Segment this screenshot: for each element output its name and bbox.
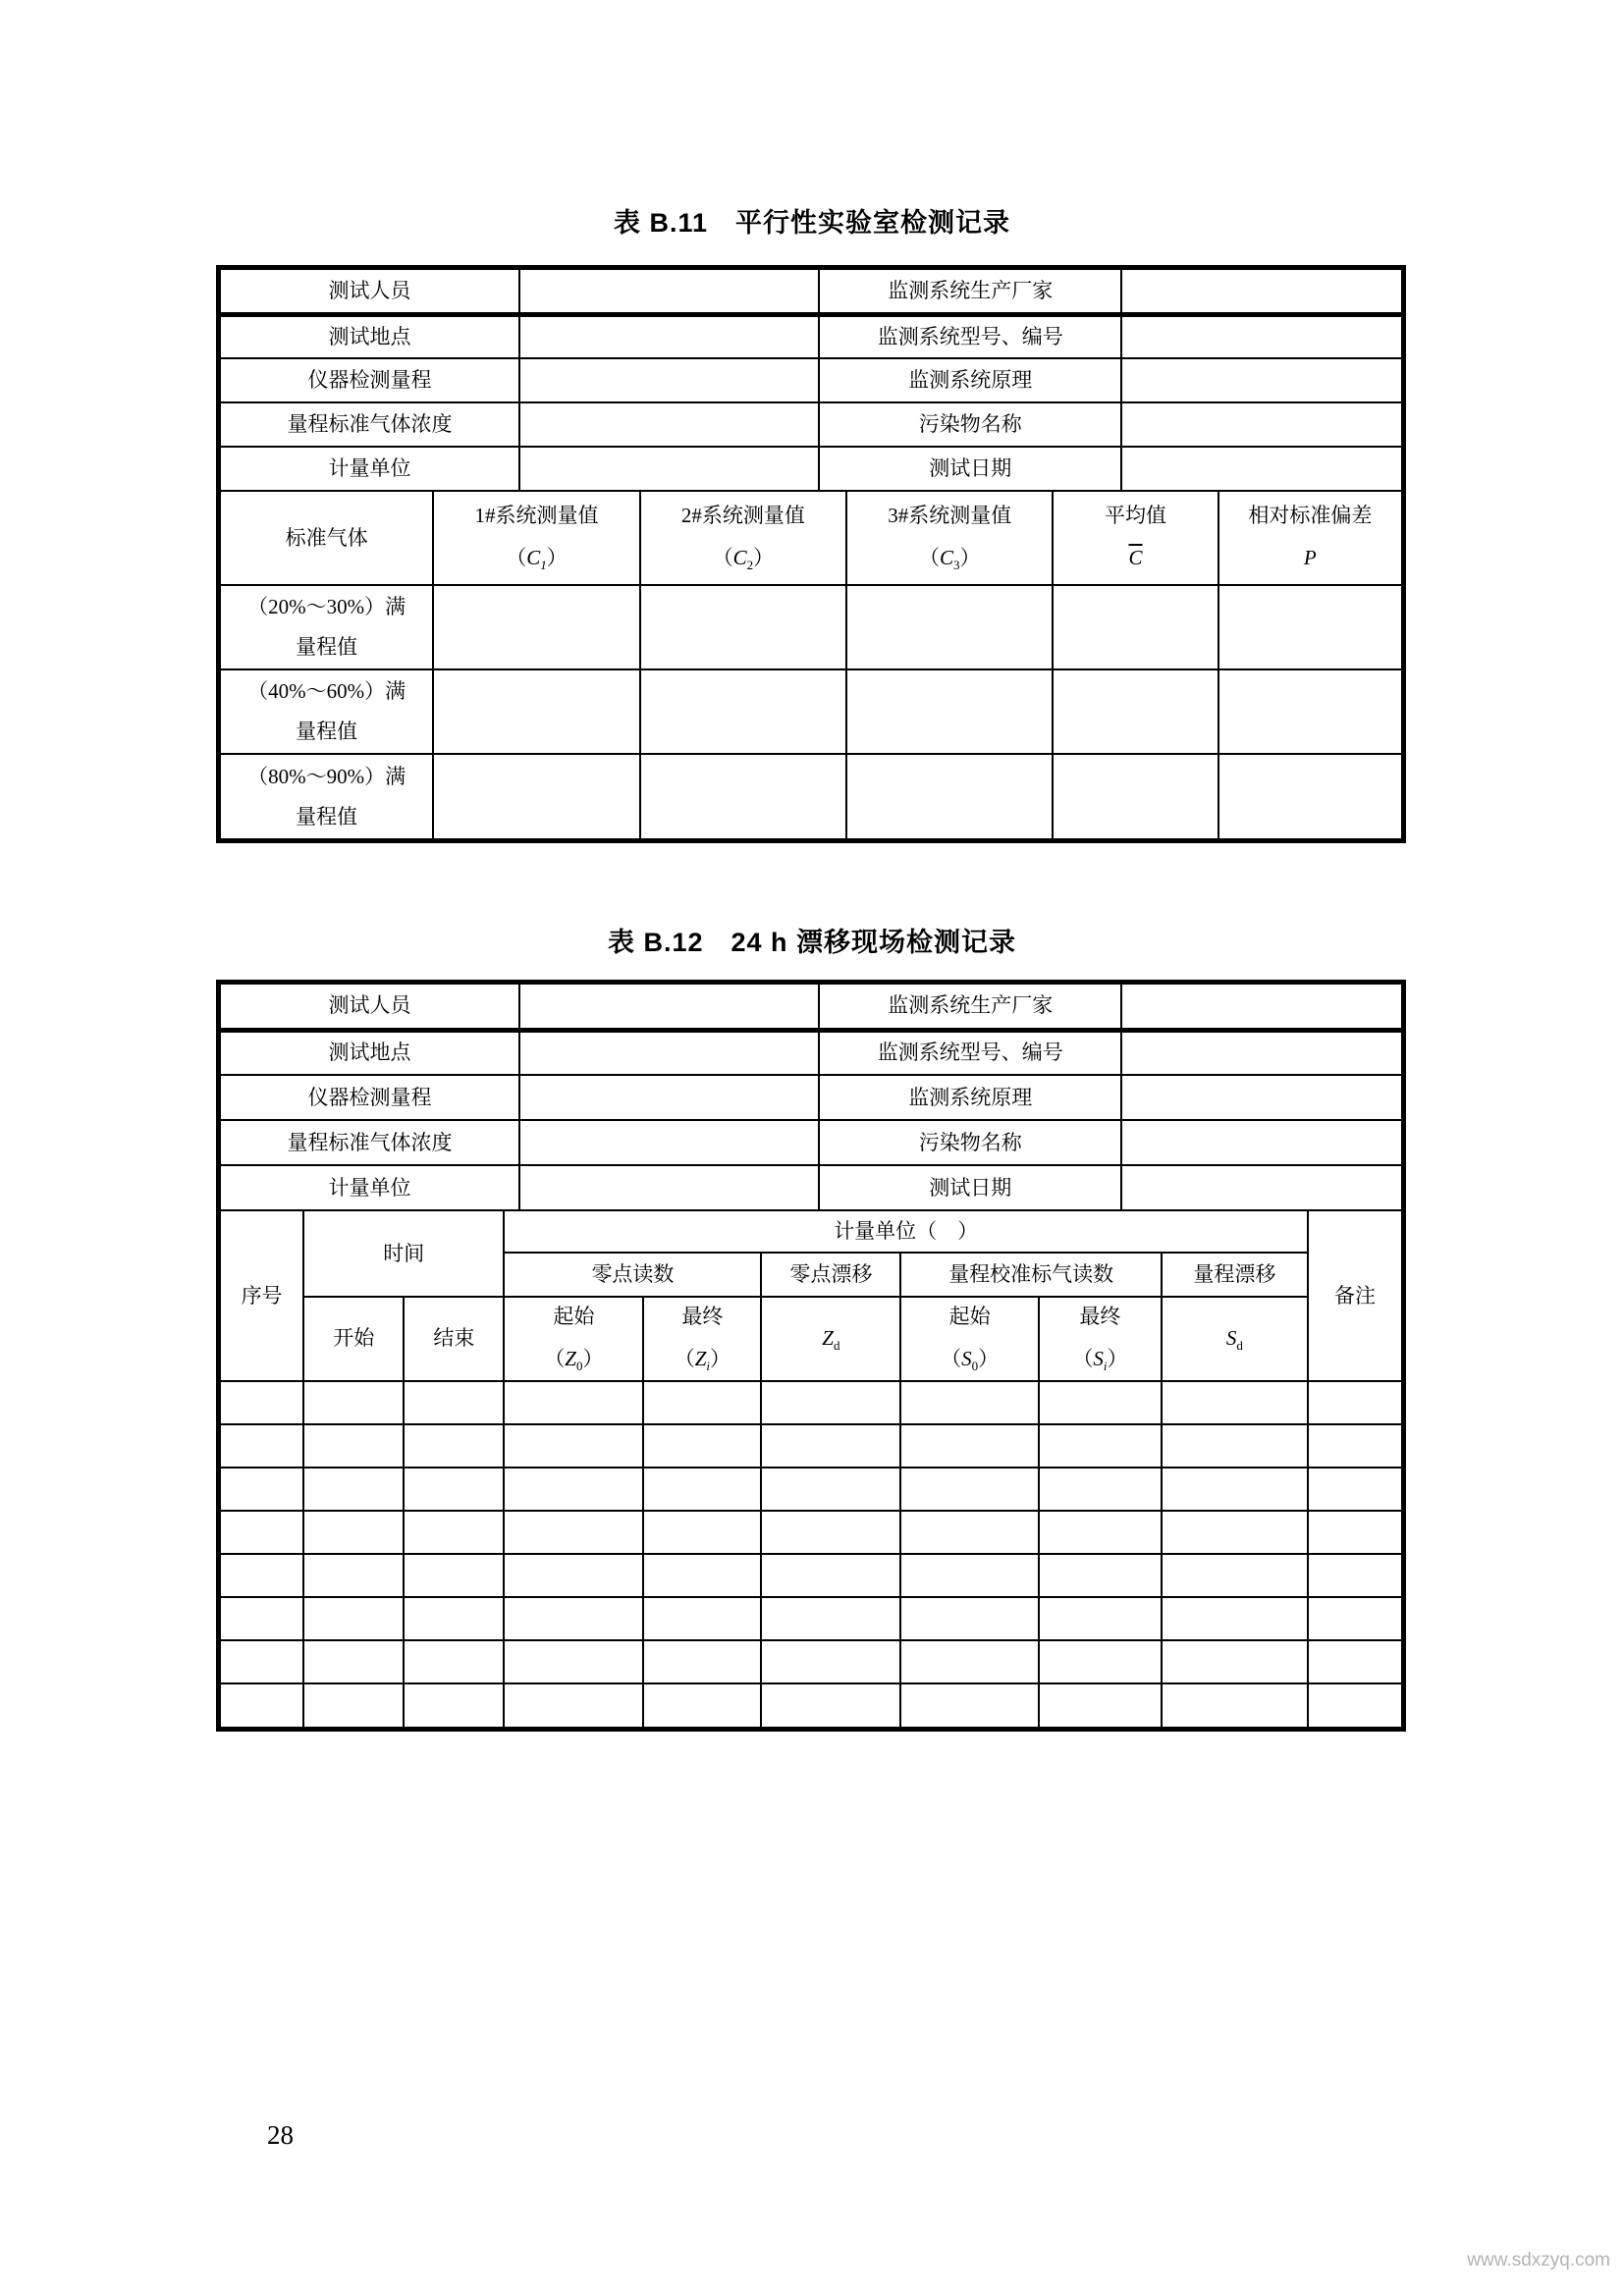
table-row	[221, 447, 1401, 491]
empty-cell	[640, 754, 846, 838]
table-b12-info-grid	[221, 985, 1401, 1211]
symbol-zi: $(Z_i)$	[674, 1346, 731, 1374]
empty-cell	[1162, 1381, 1308, 1424]
symbol-c-bar: $\overline{C}$	[1128, 546, 1143, 569]
header-time: 时间	[303, 1211, 504, 1297]
empty-cell	[1218, 585, 1401, 669]
empty-cell	[1162, 1468, 1308, 1511]
empty-cell	[504, 1597, 643, 1640]
empty-cell	[1053, 669, 1218, 754]
info-value-cell	[1121, 358, 1401, 402]
header-si: 最终 $(S_i)$	[1039, 1297, 1162, 1381]
info-value-cell	[519, 1030, 819, 1075]
empty-cell	[900, 1424, 1039, 1468]
empty-cell	[404, 1424, 504, 1468]
table-row	[221, 1468, 1401, 1511]
info-value-cell	[1121, 1030, 1401, 1075]
empty-cell	[221, 1381, 303, 1424]
table-row	[221, 1165, 1401, 1210]
empty-cell	[221, 1468, 303, 1511]
empty-cell	[404, 1381, 504, 1424]
empty-cell	[1308, 1468, 1401, 1511]
info-value-cell	[519, 985, 819, 1030]
empty-cell	[1039, 1424, 1162, 1468]
symbol-c3: $(C_3)$	[918, 546, 981, 573]
table-b11-measure-grid	[221, 492, 1401, 838]
info-label-cell: 测试日期	[819, 447, 1121, 491]
empty-cell	[221, 1424, 303, 1468]
empty-cell	[303, 1683, 404, 1727]
info-value-cell	[519, 402, 819, 447]
row-label-cell: （20%～30%）满 量程值	[221, 585, 433, 669]
info-label-cell: 测试人员	[221, 270, 519, 314]
info-value-cell	[1121, 985, 1401, 1030]
empty-cell	[1039, 1597, 1162, 1640]
table-row	[221, 754, 1401, 838]
empty-cell	[1053, 585, 1218, 669]
table-b11-info-grid	[221, 270, 1401, 492]
empty-cell	[404, 1597, 504, 1640]
info-label-cell: 计量单位	[221, 1165, 519, 1210]
empty-cell	[900, 1640, 1039, 1683]
header-sys1: 1#系统测量值 $(C_1)$	[433, 492, 639, 585]
empty-cell	[504, 1511, 643, 1554]
empty-cell	[404, 1683, 504, 1727]
table-header-row	[221, 492, 1401, 585]
empty-cell	[303, 1424, 404, 1468]
empty-cell	[643, 1554, 761, 1597]
empty-cell	[1039, 1640, 1162, 1683]
empty-cell	[761, 1640, 900, 1683]
empty-cell	[1218, 754, 1401, 838]
empty-cell	[761, 1683, 900, 1727]
table-row	[221, 314, 1401, 358]
empty-cell	[761, 1554, 900, 1597]
table-row	[221, 358, 1401, 402]
symbol-z0: $(Z_0)$	[544, 1346, 604, 1374]
empty-cell	[846, 585, 1053, 669]
table-row	[221, 585, 1401, 669]
empty-cell	[221, 1597, 303, 1640]
table-row	[221, 985, 1401, 1030]
info-value-cell	[1121, 1165, 1401, 1210]
header-std-gas: 标准气体	[221, 492, 433, 585]
empty-cell	[1039, 1381, 1162, 1424]
info-label-cell: 计量单位	[221, 447, 519, 491]
empty-cell	[846, 754, 1053, 838]
info-value-cell	[1121, 1075, 1401, 1120]
empty-cell	[221, 1683, 303, 1727]
info-label-cell: 监测系统型号、编号	[819, 314, 1121, 358]
info-label-cell: 监测系统原理	[819, 358, 1121, 402]
empty-cell	[1162, 1683, 1308, 1727]
table-row	[221, 1030, 1401, 1075]
empty-cell	[643, 1381, 761, 1424]
header-unit: 计量单位（ ）	[504, 1211, 1308, 1253]
table-row	[221, 669, 1401, 754]
empty-cell	[303, 1381, 404, 1424]
header-zd: $Z_d$	[761, 1297, 900, 1381]
empty-cell	[1308, 1554, 1401, 1597]
table-row	[221, 1381, 1401, 1424]
info-value-cell	[519, 358, 819, 402]
table-row	[221, 1640, 1401, 1683]
info-label-cell: 测试日期	[819, 1165, 1121, 1210]
empty-cell	[1308, 1511, 1401, 1554]
header-rsd: 相对标准偏差 P	[1218, 492, 1401, 585]
empty-cell	[900, 1554, 1039, 1597]
info-label-cell: 仪器检测量程	[221, 358, 519, 402]
empty-cell	[303, 1468, 404, 1511]
table-b12-drift-grid	[221, 1211, 1401, 1727]
empty-cell	[303, 1597, 404, 1640]
info-label-cell: 监测系统生产厂家	[819, 270, 1121, 314]
symbol-s0: $(S_0)$	[941, 1346, 1000, 1374]
empty-cell	[761, 1468, 900, 1511]
empty-cell	[1039, 1468, 1162, 1511]
empty-cell	[643, 1683, 761, 1727]
empty-cell	[643, 1468, 761, 1511]
info-label-cell: 污染物名称	[819, 1120, 1121, 1165]
info-value-cell	[519, 314, 819, 358]
empty-cell	[303, 1511, 404, 1554]
table-b11	[216, 265, 1406, 843]
header-span-reading: 量程校准标气读数	[900, 1253, 1162, 1297]
empty-cell	[1162, 1597, 1308, 1640]
empty-cell	[900, 1597, 1039, 1640]
empty-cell	[1308, 1597, 1401, 1640]
info-value-cell	[519, 270, 819, 314]
header-zero-drift: 零点漂移	[761, 1253, 900, 1297]
info-label-cell: 仪器检测量程	[221, 1075, 519, 1120]
table-b12	[216, 980, 1406, 1732]
empty-cell	[1039, 1683, 1162, 1727]
empty-cell	[433, 585, 639, 669]
table-row	[221, 1554, 1401, 1597]
header-z0: 起始 $(Z_0)$	[504, 1297, 643, 1381]
page-number: 28	[267, 2120, 294, 2150]
empty-cell	[846, 669, 1053, 754]
header-index: 序号	[221, 1211, 303, 1381]
symbol-c2: $(C_2)$	[712, 546, 775, 573]
table-row	[221, 1424, 1401, 1468]
empty-cell	[303, 1554, 404, 1597]
header-start: 开始	[303, 1297, 404, 1381]
empty-cell	[643, 1640, 761, 1683]
watermark: www.sdxzyq.com	[1467, 2250, 1610, 2270]
row-label-cell: （80%～90%）满 量程值	[221, 754, 433, 838]
empty-cell	[404, 1640, 504, 1683]
info-value-cell	[519, 1075, 819, 1120]
empty-cell	[221, 1640, 303, 1683]
empty-cell	[1162, 1554, 1308, 1597]
info-value-cell	[1121, 1120, 1401, 1165]
empty-cell	[504, 1683, 643, 1727]
empty-cell	[643, 1511, 761, 1554]
info-value-cell	[519, 447, 819, 491]
header-remark: 备注	[1308, 1211, 1401, 1381]
empty-cell	[504, 1468, 643, 1511]
header-span-drift: 量程漂移	[1162, 1253, 1308, 1297]
empty-cell	[1039, 1511, 1162, 1554]
empty-cell	[504, 1381, 643, 1424]
header-sys2: 2#系统测量值 $(C_2)$	[640, 492, 846, 585]
table-row	[221, 1075, 1401, 1120]
row-label-cell: （40%～60%）满 量程值	[221, 669, 433, 754]
empty-cell	[900, 1381, 1039, 1424]
header-zero-reading: 零点读数	[504, 1253, 761, 1297]
header-sys3: 3#系统测量值 $(C_3)$	[846, 492, 1053, 585]
info-value-cell	[1121, 270, 1401, 314]
empty-cell	[640, 669, 846, 754]
empty-cell	[761, 1511, 900, 1554]
header-end: 结束	[404, 1297, 504, 1381]
info-label-cell: 量程标准气体浓度	[221, 402, 519, 447]
empty-cell	[1308, 1424, 1401, 1468]
table-row	[221, 1597, 1401, 1640]
table-row	[221, 402, 1401, 447]
info-label-cell: 污染物名称	[819, 402, 1121, 447]
symbol-p: P	[1303, 546, 1317, 569]
table-header-row	[221, 1297, 1401, 1381]
empty-cell	[504, 1554, 643, 1597]
info-value-cell	[1121, 314, 1401, 358]
empty-cell	[1308, 1640, 1401, 1683]
empty-cell	[404, 1554, 504, 1597]
empty-cell	[761, 1381, 900, 1424]
empty-cell	[404, 1468, 504, 1511]
empty-cell	[303, 1640, 404, 1683]
info-value-cell	[519, 1165, 819, 1210]
empty-cell	[1053, 754, 1218, 838]
empty-cell	[1162, 1424, 1308, 1468]
table-row	[221, 1511, 1401, 1554]
info-label-cell: 测试地点	[221, 1030, 519, 1075]
empty-cell	[900, 1511, 1039, 1554]
symbol-si: $(S_i)$	[1072, 1346, 1128, 1374]
info-label-cell: 监测系统生产厂家	[819, 985, 1121, 1030]
empty-cell	[404, 1511, 504, 1554]
empty-cell	[1308, 1381, 1401, 1424]
empty-cell	[900, 1683, 1039, 1727]
table-header-row	[221, 1211, 1401, 1253]
empty-cell	[504, 1640, 643, 1683]
empty-cell	[1162, 1511, 1308, 1554]
header-s0: 起始 $(S_0)$	[900, 1297, 1039, 1381]
empty-cell	[761, 1597, 900, 1640]
table-row	[221, 270, 1401, 314]
empty-cell	[643, 1424, 761, 1468]
info-label-cell: 量程标准气体浓度	[221, 1120, 519, 1165]
info-label-cell: 测试地点	[221, 314, 519, 358]
empty-cell	[433, 669, 639, 754]
empty-cell	[643, 1597, 761, 1640]
header-sd: $S_d$	[1162, 1297, 1308, 1381]
info-label-cell: 监测系统型号、编号	[819, 1030, 1121, 1075]
empty-cell	[1162, 1640, 1308, 1683]
empty-cell	[640, 585, 846, 669]
empty-cell	[221, 1554, 303, 1597]
info-value-cell	[1121, 402, 1401, 447]
info-value-cell	[1121, 447, 1401, 491]
empty-cell	[1218, 669, 1401, 754]
header-avg: 平均值 $\overline{C}$	[1053, 492, 1218, 585]
header-zi: 最终 $(Z_i)$	[643, 1297, 761, 1381]
info-label-cell: 监测系统原理	[819, 1075, 1121, 1120]
empty-cell	[900, 1468, 1039, 1511]
table-b11-title: 表 B.11 平行性实验室检测记录	[613, 208, 1011, 238]
table-row	[221, 1683, 1401, 1727]
table-row	[221, 1120, 1401, 1165]
empty-cell	[1308, 1683, 1401, 1727]
empty-cell	[221, 1511, 303, 1554]
symbol-c1: $(C_1)$	[506, 546, 568, 573]
empty-cell	[761, 1424, 900, 1468]
empty-cell	[433, 754, 639, 838]
info-label-cell: 测试人员	[221, 985, 519, 1030]
empty-cell	[504, 1424, 643, 1468]
info-value-cell	[519, 1120, 819, 1165]
empty-cell	[1039, 1554, 1162, 1597]
table-b12-title: 表 B.12 24 h 漂移现场检测记录	[607, 928, 1017, 957]
